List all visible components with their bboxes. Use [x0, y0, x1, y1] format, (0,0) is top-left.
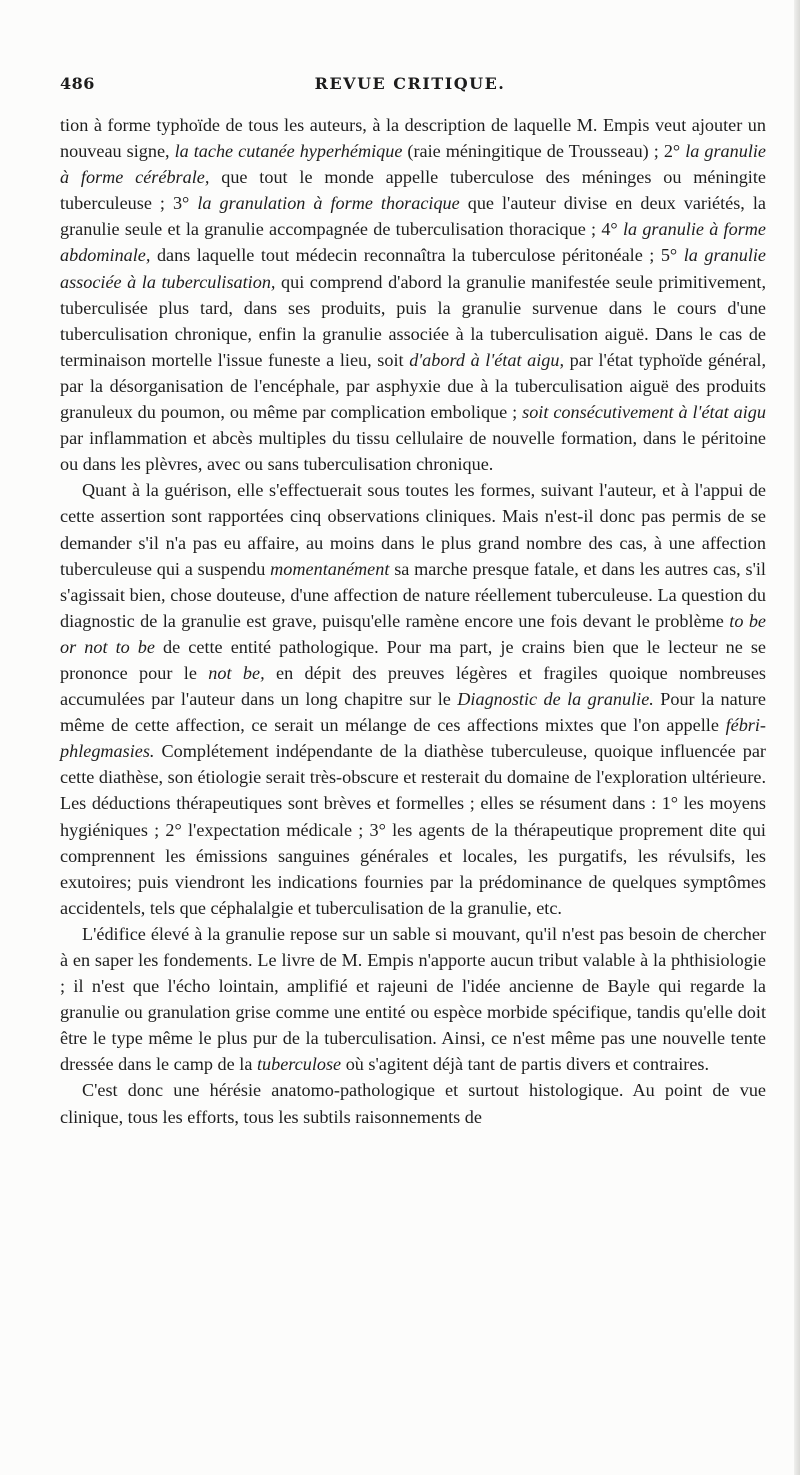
paragraph	[60, 921, 766, 1078]
italic-phrase: la granulie associée à la tuberculisation,	[60, 245, 766, 292]
italic-phrase: la granulation à forme thoracique	[197, 193, 460, 214]
italic-phrase: d'abord à l'état aigu,	[409, 349, 565, 370]
text-run: Pour la nature même de cette affection, ce serait un mélange de ces affections mixtes que l'on appelle	[60, 689, 766, 736]
paragraph	[60, 1077, 766, 1129]
paragraph	[60, 112, 766, 477]
text-run: (raie méningitique de Trousseau) ; 2°	[402, 141, 686, 162]
text-run: sa marche presque fatale, et dans les autres cas, s'il s'agissait bien, chose douteuse, d'une affection de nature réellement tuberculeuse. La question du diagnostic de la granulie est grave, puisqu'elle ramène encore une fois devant le problème	[60, 558, 766, 631]
scan-edge-shadow	[794, 0, 800, 1475]
italic-phrase: not be,	[208, 662, 265, 683]
text-run: C'est donc une hérésie anatomo-pathologique et surtout histologique. Au point de vue clinique, tous les efforts, tous les subtils raisonnements de	[60, 1080, 766, 1127]
text-run: Complétement indépendante de la diathèse tuberculeuse, quoique influencée par cette diathèse, son étiologie serait très-obscure et resterait du domaine de l'exploration ultérieure. Les déductions thérapeutiques sont brèves et formelles ; elles se résument dans : 1° les moyens hygiéniques ; 2° l'expectation médicale ; 3° les agents de la thérapeutique proprement dite qui comprennent les émissions sanguines générales et locales, les purgatifs, les révulsifs, les exutoires; puis viendront les indications fournies par la prédominance de quelques symptômes accidentels, tels que céphalalgie et tuberculisation de la granulie, etc.	[60, 741, 766, 918]
italic-phrase: to be or not to be	[60, 610, 766, 657]
italic-phrase: la granulie à forme abdominale,	[60, 219, 766, 266]
text-run: par inflammation et abcès multiples du tissu cellulaire de nouvelle formation, dans le péritoine ou dans les plèvres, avec ou sans tuberculisation chronique.	[60, 428, 766, 475]
italic-phrase: momentanément	[270, 558, 390, 579]
text-run: par l'état typhoïde général, par la désorganisation de l'encéphale, par asphyxie due à la tuberculisation aiguë des produits granuleux du poumon, ou même par complication embolique ;	[60, 349, 767, 423]
italic-phrase: tuberculose	[256, 1054, 342, 1075]
text-run: qui comprend d'abord la granulie manifestée seule primitivement, tuberculisée plus tard, dans ses produits, puis la granulie survenue dans le cours d'une tuberculisation chronique, enfin la granulie associée à la tuberculisation aiguë. Dans le cas de terminaison mortelle l'issue funeste a lieu, soit	[60, 271, 766, 370]
text-run: L'édifice élevé à la granulie repose sur un sable si mouvant, qu'il n'est pas besoin de chercher à en saper les fondements. Le livre de M. Empis n'apporte aucun tribut valable à la phthisiologie ; il n'est que l'écho lointain, amplifié et rajeuni de l'idée ancienne de Bayle qui regarde la granulie ou granulation grise comme une entité ou espèce morbide spécifique, tandis qu'elle doit être le type même le plus pur de la tuberculisation. Ainsi, ce n'est même pas une nouvelle tente dressée dans le camp de la	[60, 923, 766, 1075]
italic-phrase: soit consécutivement à l'état aigu	[522, 402, 766, 423]
paragraph	[60, 477, 766, 921]
page-number: 486	[60, 74, 95, 93]
italic-phrase: fébri-phlegmasies.	[60, 715, 766, 762]
body-text	[60, 112, 766, 1130]
text-run: que tout le monde appelle tuberculose des méninges ou méningite tuberculeuse ; 3°	[60, 167, 766, 214]
italic-phrase: la tache cutanée hyperhémique	[174, 141, 403, 162]
text-run: que l'auteur divise en deux variétés, la granulie seule et la granulie accompagnée de tuberculisation thoracique ; 4°	[60, 193, 766, 240]
running-title: REVUE CRITIQUE.	[314, 74, 506, 93]
italic-phrase: Diagnostic de la granulie.	[457, 689, 654, 710]
italic-phrase: la granulie à forme cérébrale,	[60, 141, 766, 188]
text-run: en dépit des preuves légères et fragiles quoique nombreuses accumulées par l'auteur dans un long chapitre sur le	[60, 662, 766, 710]
text-run: tion à forme typhoïde de tous les auteurs, à la description de laquelle M. Empis veut ajouter un nouveau signe,	[60, 115, 766, 162]
text-run: dans laquelle tout médecin reconnaîtra la tuberculose péritonéale ; 5°	[150, 245, 684, 266]
page-header	[60, 74, 760, 100]
text-run: de cette entité pathologique. Pour ma part, je crains bien que le lecteur ne se prononce pour le	[60, 636, 766, 683]
text-run: Quant à la guérison, elle s'effectuerait sous toutes les formes, suivant l'auteur, et à l'appui de cette assertion sont rapportées cinq observations cliniques. Mais n'est-il donc pas permis de se demander s'il n'a pas eu affaire, au moins dans le plus grand nombre des cas, à une affection tuberculeuse qui a suspendu	[60, 480, 766, 579]
text-run: où s'agitent déjà tant de partis divers et contraires.	[341, 1054, 710, 1075]
